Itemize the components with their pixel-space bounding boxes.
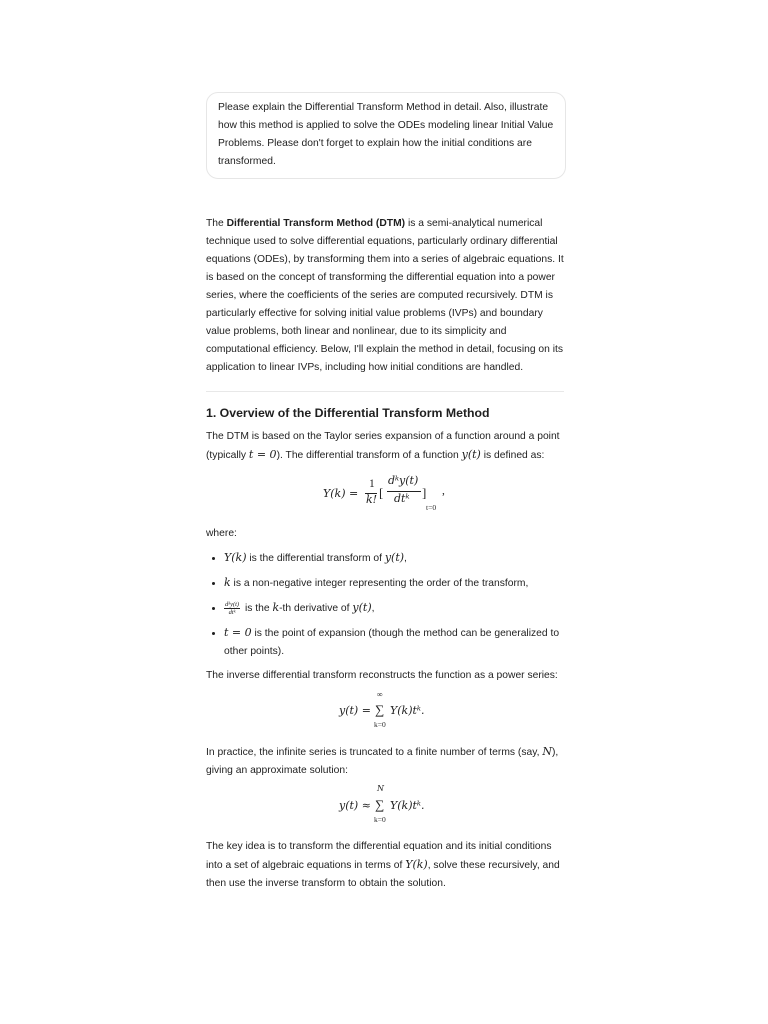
s1-text-a: The DTM is based on the Taylor series expansion of a function around a point (typically [206,431,560,461]
intro-pre: The [206,218,227,229]
bullet-tail: , [404,553,407,564]
eq3-lhs: y(t) ≈ [339,799,371,812]
eq3-sub: k=0 [374,815,386,824]
equation-differential-transform [206,471,564,521]
bullet-math2: y(t) [352,601,372,614]
math-t0: t = 0 [248,448,277,461]
user-message-bubble [206,92,566,179]
bullet-math: t = 0 [224,626,252,639]
section-1-heading: 1. Overview of the Differential Transform Method [206,406,490,420]
key-idea-paragraph [206,838,564,893]
bullet-text: is the [242,603,273,614]
section-divider [206,391,564,392]
key-text-b: , solve these recursively, and then use the inverse transform to obtain the solution. [206,860,560,889]
where-label: where: [206,528,237,539]
assistant-answer [206,215,564,893]
eq1-rbracket: ] [422,485,427,500]
eq2-lhs: y(t) = [339,704,371,717]
inline-frac-den: dtᵏ [228,608,236,616]
eq1-subscript: t=0 [426,503,437,512]
intro-post: is a semi-analytical numerical technique used to solve differential equations, particularly ordinary differential equations (ODEs), by transforming them into a series of algebraic equations. It is based on the concept of transforming the differential equation into a power series, where the coefficients of the series are computed recursively. DTM is particularly effective for solving initial value problems (IVPs) and boundary value problems, both linear and nonlinear, due to its simplicity and computational efficiency. Below, I'll explain the method in detail, focusing on its application to linear IVPs, including how initial conditions are handled. [206,218,564,373]
equation-truncated-series [206,784,564,832]
bullet-math: k [272,601,280,614]
user-message-text: Please explain the Differential Transform Method in detail. Also, illustrate how this method is applied to solve the ODEs modeling linear Initial Value Problems. Please don't forget to explain how the initial conditions are transformed. [218,102,554,167]
eq1-lbracket: [ [379,485,384,500]
eq1-frac2-num: dᵏy(t) [388,474,419,487]
bullet-text: is the point of expansion (though the method can be generalized to other points). [224,628,560,657]
eq1-comma: , [442,485,445,497]
trunc-text-a: In practice, the infinite series is truncated to a finite number of terms (say, [206,747,543,758]
key-text-a: The key idea is to transform the differential equation and its initial conditions into a set of algebraic equations in terms of [206,841,552,871]
eq2-sup: ∞ [377,690,383,699]
list-item [224,549,564,568]
bullet-text: is a non-negative integer representing the order of the transform, [230,578,529,589]
s1-text-b: ). The differential transform of a function [276,450,462,461]
s1-text-c: is defined as: [480,450,545,461]
truncation-paragraph [206,743,564,780]
dtm-term: Differential Transform Method (DTM) [226,218,406,229]
list-item [224,599,564,618]
bullet-math2: y(t) [384,551,405,564]
eq1-frac1-num: 1 [369,478,375,490]
eq1-frac1-den: k! [366,493,378,506]
eq2-sub: k=0 [374,720,386,729]
eq3-sup: N [377,784,384,793]
inline-derivative-fraction [224,601,240,616]
inverse-transform-paragraph: The inverse differential transform reconstructs the function as a power series: [206,670,558,681]
trunc-text-b: ), giving an approximate solution: [206,747,559,776]
eq2-term: Y(k)tᵏ. [390,704,425,717]
inline-frac-num: • dᵏy(t) [225,600,240,608]
bullet-text2: -th derivative of [279,603,353,614]
list-item [224,574,564,593]
eq3-sum: ∑ [375,797,385,812]
bullet-math: k [224,576,231,589]
intro-paragraph [206,215,564,377]
math-N: N [542,745,552,758]
eq1-lhs: Y(k) = [323,487,359,500]
list-item [224,624,564,661]
equation-inverse-transform [206,689,564,737]
definition-list [206,549,564,661]
eq2-sum: ∑ [375,702,385,717]
eq3-term: Y(k)tᵏ. [390,799,425,812]
eq1-frac2-den: dtᵏ [394,492,410,505]
bullet-tail: , [371,603,375,614]
math-yt: y(t) [461,448,481,461]
bullet-text: is the differential transform of [246,553,385,564]
section-1-paragraph [206,428,564,465]
bullet-math: Y(k) [224,551,247,564]
math-Yk: Y(k) [405,858,428,871]
